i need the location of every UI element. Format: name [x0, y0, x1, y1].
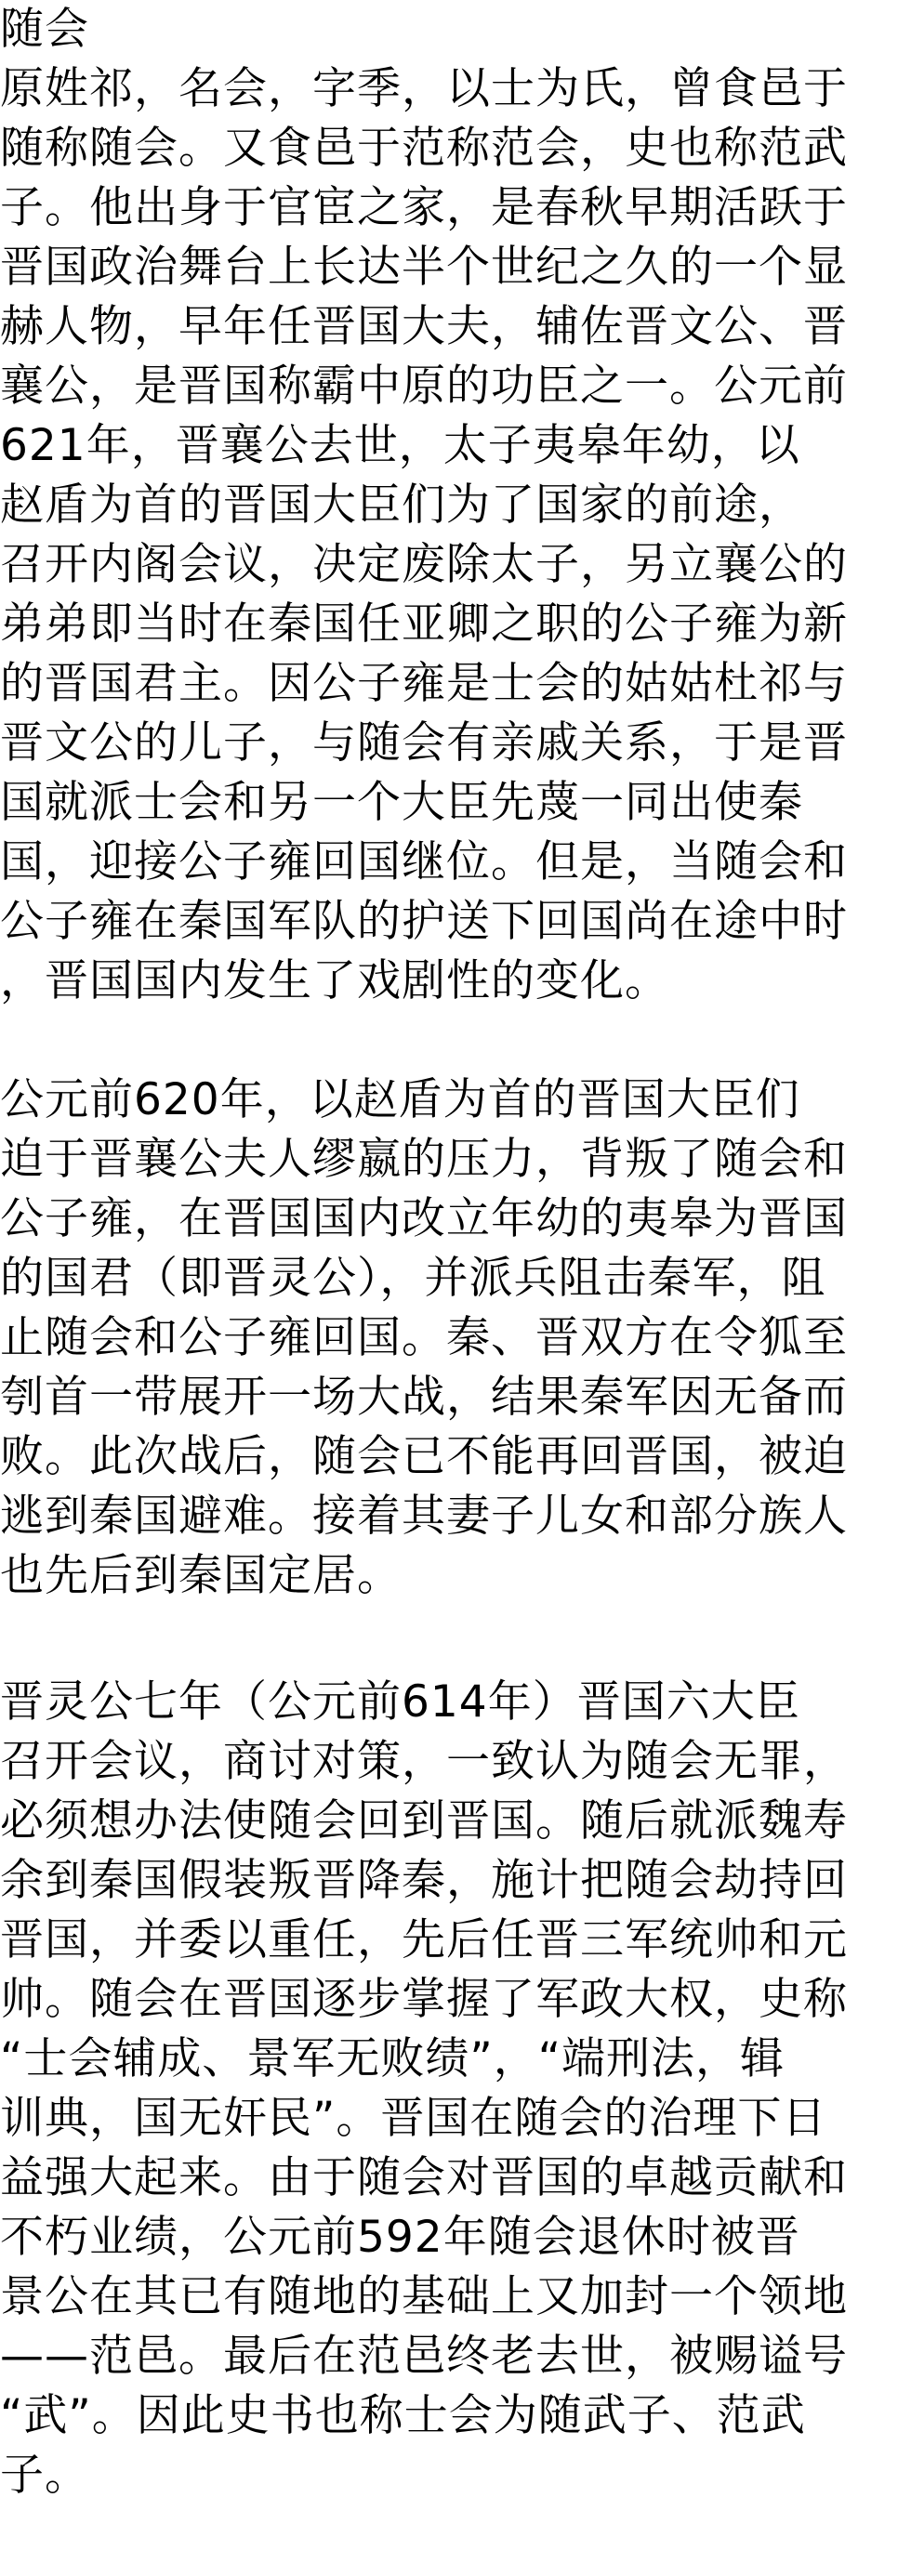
text-line: 景公在其已有随地的基础上又加封一个领地: [0, 2271, 848, 2322]
text-line: 子。: [0, 2450, 89, 2501]
text-line: ——范邑。最后在范邑终老去世，被赐谥号: [0, 2331, 848, 2382]
text-line: 逃到秦国避难。接着其妻子儿女和部分族人: [0, 1491, 848, 1542]
text-line: 的晋国君主。因公子雍是士会的姑姑杜祁与: [0, 658, 848, 709]
text-line: 的国君（即晋灵公），并派兵阻击秦军，阻: [0, 1253, 826, 1304]
text-line: 随称随会。又食邑于范称范会，史也称范武: [0, 123, 848, 174]
text-line: 国，迎接公子雍回国继位。但是，当随会和: [0, 836, 848, 887]
text-line: 晋国，并委以重任，先后任晋三军统帅和元: [0, 1914, 848, 1965]
text-line: 原姓祁，名会，字季，以士为氏，曾食邑于: [0, 63, 848, 114]
text-line: 公子雍，在晋国国内改立年幼的夷皋为晋国: [0, 1193, 848, 1244]
text-line: 公元前620年，以赵盾为首的晋国大臣们: [0, 1074, 800, 1125]
text-line: 晋国政治舞台上长达半个世纪之久的一个显: [0, 242, 848, 293]
text-line: 襄公，是晋国称霸中原的功臣之一。公元前: [0, 361, 848, 412]
text-line: 益强大起来。由于随会对晋国的卓越贡献和: [0, 2152, 848, 2203]
text-line: 止随会和公子雍回国。秦、晋双方在令狐至: [0, 1312, 848, 1363]
text-line: 刳首一带展开一场大战，结果秦军因无备而: [0, 1372, 848, 1423]
text-line: 赵盾为首的晋国大臣们为了国家的前途，: [0, 480, 803, 531]
text-line: 训典，国无奸民”。晋国在随会的治理下日: [0, 2093, 827, 2144]
document-title: 随会: [0, 4, 89, 55]
text-line: “武”。因此史书也称士会为随武子、范武: [0, 2390, 806, 2441]
text-line: 帅。随会在晋国逐步掌握了军政大权，史称: [0, 1974, 848, 2025]
text-line: 弟弟即当时在秦国任亚卿之职的公子雍为新: [0, 598, 848, 650]
text-line: 晋文公的儿子，与随会有亲戚关系，于是晋: [0, 717, 848, 769]
text-line: 余到秦国假装叛晋降秦，施计把随会劫持回: [0, 1855, 848, 1906]
text-line: 公子雍在秦国军队的护送下回国尚在途中时: [0, 896, 848, 947]
text-line: 召开会议，商讨对策，一致认为随会无罪，: [0, 1736, 848, 1787]
text-line: 召开内阁会议，决定废除太子，另立襄公的: [0, 539, 848, 590]
text-line: 败。此次战后，随会已不能再回晋国，被迫: [0, 1431, 848, 1482]
text-line: 621年，晋襄公去世，太子夷皋年幼，以: [0, 420, 800, 471]
text-line: 国就派士会和另一个大臣先蔑一同出使秦: [0, 777, 803, 828]
text-line: 也先后到秦国定居。: [0, 1550, 402, 1601]
text-line: “士会辅成、景军无败绩”，“端刑法，辑: [0, 2033, 786, 2084]
text-line: 不朽业绩，公元前592年随会退休时被晋: [0, 2212, 800, 2263]
text-line: 赫人物，早年任晋国大夫，辅佐晋文公、晋: [0, 301, 848, 352]
text-line: 必须想办法使随会回到晋国。随后就派魏寿: [0, 1795, 848, 1847]
text-line: 迫于晋襄公夫人缪嬴的压力，背叛了随会和: [0, 1134, 848, 1185]
text-line: 子。他出身于官宦之家，是春秋早期活跃于: [0, 182, 848, 233]
text-line: ，晋国国内发生了戏剧性的变化。: [0, 955, 669, 1006]
text-line: 晋灵公七年（公元前614年）晋国六大臣: [0, 1676, 800, 1728]
